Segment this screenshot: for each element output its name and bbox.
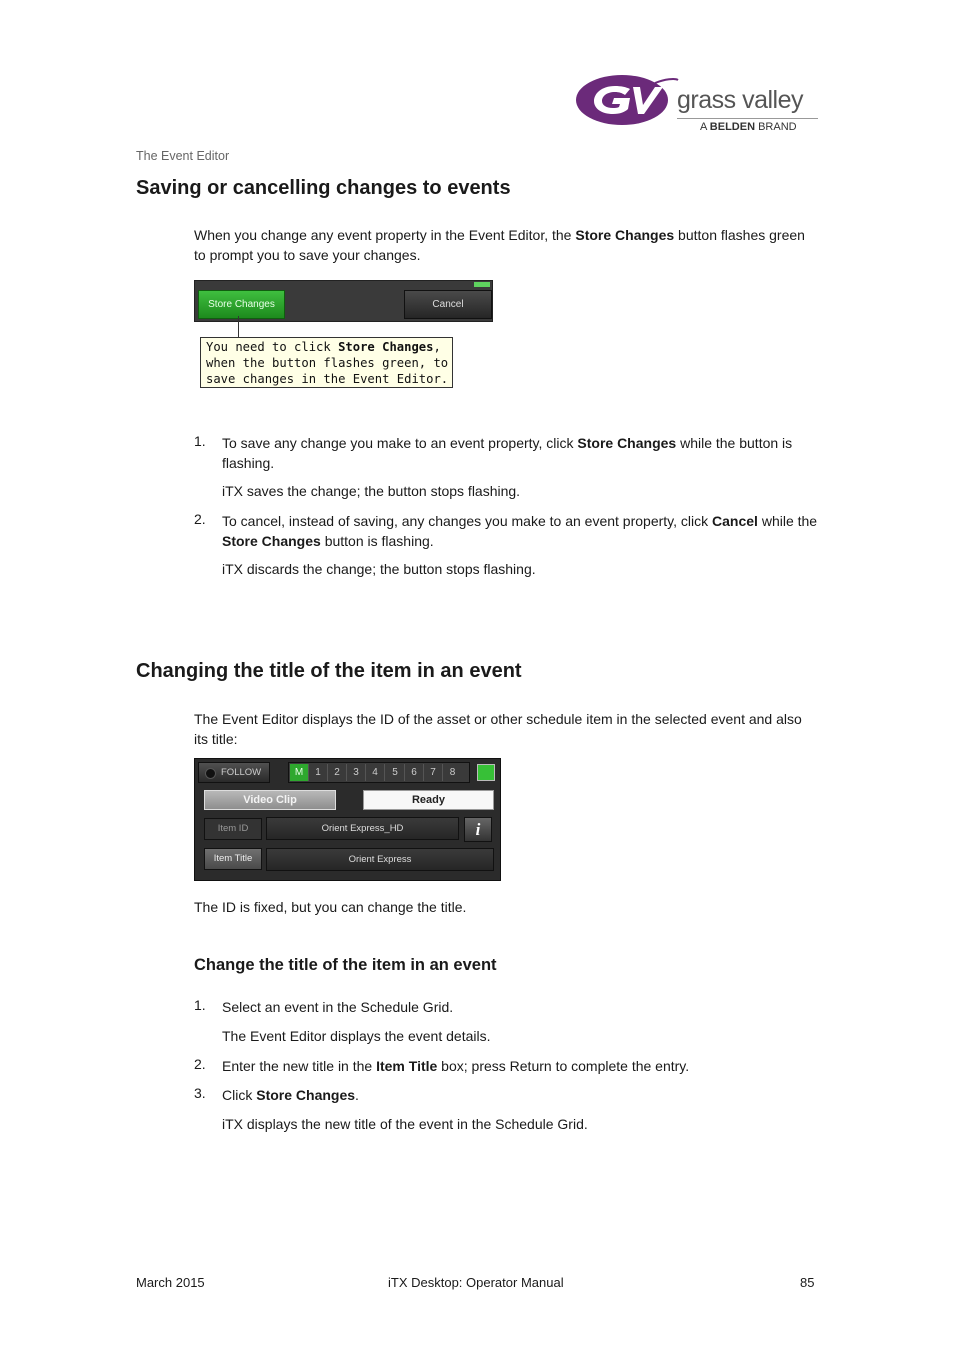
- step-result: The Event Editor displays the event details.: [222, 1028, 491, 1044]
- callout-line: You need to click Store Changes,: [206, 340, 441, 354]
- cancel-button[interactable]: Cancel: [404, 290, 492, 319]
- logo-brand-tagline: A BELDEN BRAND: [700, 121, 797, 133]
- step-number: 2.: [194, 1056, 206, 1072]
- section-title: Saving or cancelling changes to events: [136, 177, 511, 199]
- step-number: 1.: [194, 997, 206, 1013]
- item-title-field[interactable]: Orient Express: [266, 848, 494, 871]
- logo-wordmark: grass valley: [677, 86, 803, 114]
- channel-button-6[interactable]: 6: [405, 764, 424, 781]
- callout-line: save changes in the Event Editor.: [206, 372, 449, 386]
- step-text: To save any change you make to an event property, click Store Changes while the button is flashing.: [222, 435, 793, 471]
- subheading: Change the title of the item in an event: [194, 956, 497, 974]
- page-number: 85: [800, 1275, 815, 1290]
- footer-date: March 2015: [136, 1275, 205, 1290]
- step-number: 3.: [194, 1085, 206, 1101]
- step-text: To cancel, instead of saving, any changes you make to an event property, click Cancel while the Store Changes button is flashing.: [222, 513, 818, 549]
- status-badge: Ready: [363, 790, 494, 810]
- channel-button-3[interactable]: 3: [347, 764, 366, 781]
- step-result: iTX saves the change; the button stops flashing.: [222, 483, 521, 499]
- step-text: Click Store Changes.: [222, 1087, 359, 1103]
- step-result: iTX displays the new title of the event in the Schedule Grid.: [222, 1116, 588, 1132]
- callout-leader-line: [238, 316, 239, 338]
- item-id-field: Orient Express_HD: [266, 817, 459, 840]
- channel-strip: [288, 762, 470, 783]
- channel-button-2[interactable]: 2: [328, 764, 347, 781]
- step-text: Select an event in the Schedule Grid.: [222, 999, 454, 1015]
- follow-indicator-icon: [205, 768, 216, 779]
- status-led: [477, 764, 495, 781]
- channel-button-8[interactable]: 8: [449, 767, 456, 778]
- step-number: 2.: [194, 511, 206, 527]
- item-id-label: Item ID: [204, 818, 262, 840]
- paragraph: The Event Editor displays the ID of the asset or other schedule item in the selected event and also its title:: [194, 711, 802, 747]
- info-icon[interactable]: i: [464, 817, 492, 842]
- paragraph: When you change any event property in the Event Editor, the Store Changes button flashes green to prompt you to save your changes.: [194, 227, 805, 263]
- step-number: 1.: [194, 433, 206, 449]
- event-editor-screenshot: [194, 758, 501, 881]
- gv-logo-icon: [575, 73, 679, 127]
- channel-button-7[interactable]: 7: [424, 764, 443, 781]
- step-result: iTX discards the change; the button stops flashing.: [222, 561, 536, 577]
- item-type-badge: Video Clip: [204, 790, 336, 810]
- section-title: Changing the title of the item in an event: [136, 660, 522, 682]
- channel-button-4[interactable]: 4: [366, 764, 385, 781]
- channel-button-5[interactable]: 5: [386, 764, 405, 781]
- footer-manual-title: iTX Desktop: Operator Manual: [388, 1275, 564, 1290]
- store-changes-button[interactable]: Store Changes: [198, 290, 285, 319]
- step-text: Enter the new title in the Item Title box; press Return to complete the entry.: [222, 1058, 690, 1074]
- callout-line: when the button flashes green, to: [206, 356, 449, 370]
- running-head: The Event Editor: [136, 149, 230, 163]
- channel-button-m[interactable]: M: [290, 764, 309, 781]
- status-led: [474, 282, 490, 287]
- callout-tooltip: [200, 337, 453, 388]
- logo-divider: [677, 118, 818, 119]
- paragraph: The ID is fixed, but you can change the title.: [194, 899, 467, 915]
- follow-button[interactable]: FOLLOW: [198, 762, 270, 783]
- channel-button-1[interactable]: 1: [309, 764, 328, 781]
- item-title-label: Item Title: [204, 848, 262, 870]
